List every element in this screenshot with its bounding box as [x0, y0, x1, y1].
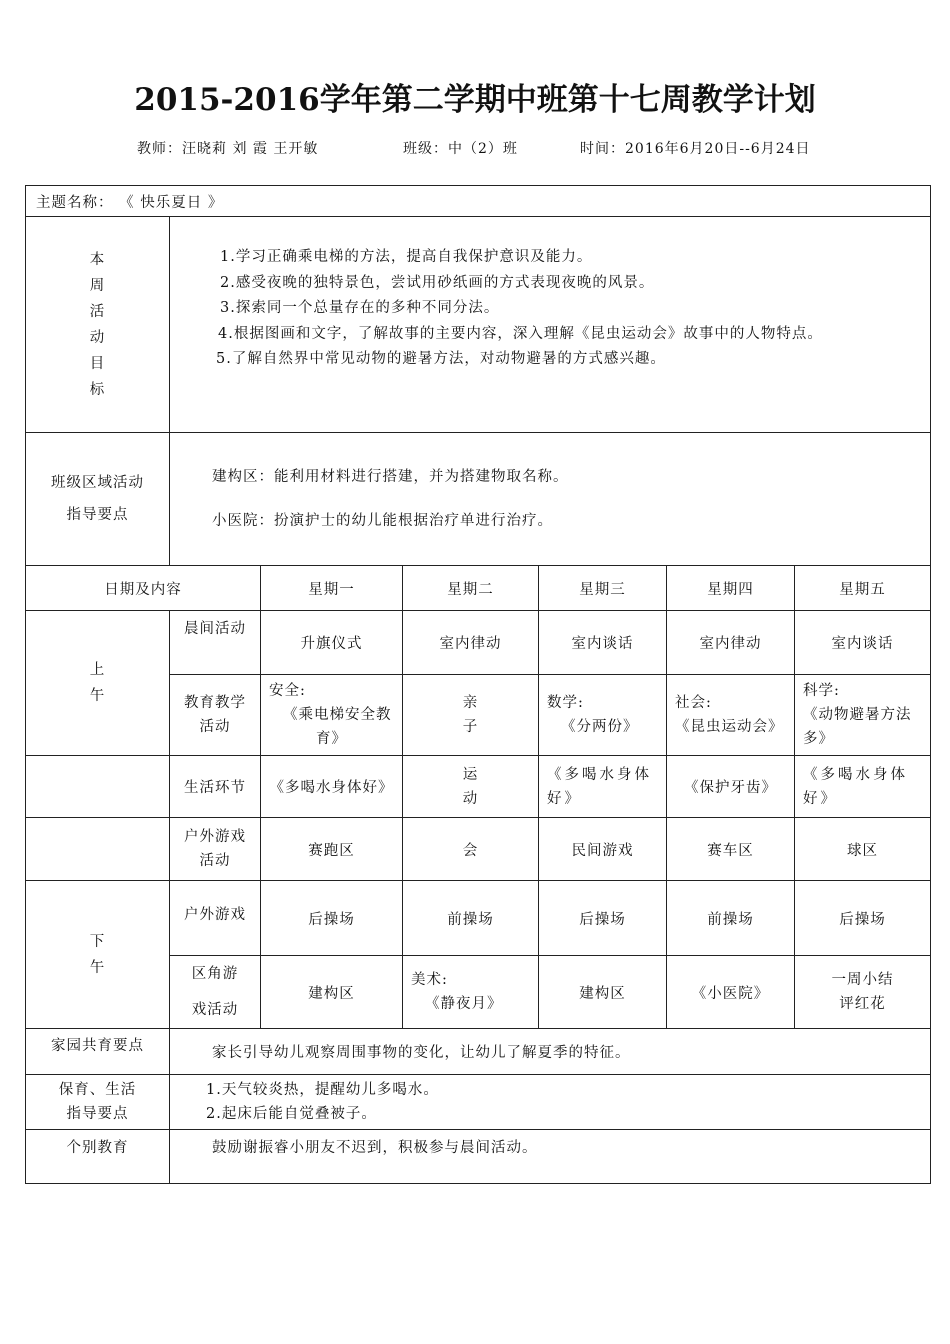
cell: 后操场	[539, 881, 667, 956]
outdoor-pm-row	[26, 881, 931, 956]
cell: 运 动	[403, 756, 539, 818]
cell: 会	[403, 818, 539, 881]
blank-cell	[26, 818, 170, 881]
individual-label: 个别教育	[26, 1130, 170, 1184]
life-row	[26, 756, 931, 818]
time-info: 时间：2016年6月20日--6月24日	[580, 141, 811, 157]
day-tuesday: 星期二	[403, 566, 539, 611]
cell: 球区	[795, 818, 931, 881]
life-label: 生活环节	[170, 756, 261, 818]
corner-label: 区角游 戏活动	[170, 956, 261, 1029]
home-label: 家园共育要点	[26, 1029, 170, 1075]
cell: 室内律动	[667, 611, 795, 675]
day-monday: 星期一	[261, 566, 403, 611]
cell: 科学: 《动物避暑方法 多》	[795, 675, 931, 756]
morning-activity-row	[26, 611, 931, 675]
goals-list	[170, 217, 931, 433]
class-info: 班级：中（2）班	[403, 141, 518, 157]
home-text: 家长引导幼儿观察周围事物的变化，让幼儿了解夏季的特征。	[170, 1029, 931, 1075]
care-row	[26, 1075, 931, 1130]
cell: 前操场	[403, 881, 539, 956]
home-row	[26, 1029, 931, 1075]
cell: 亲 子	[403, 675, 539, 756]
cell: 《小医院》	[667, 956, 795, 1029]
cell: 建构区	[539, 956, 667, 1029]
goal-item: 1.学习正确乘电梯的方法，提高自我保护意识及能力。	[220, 249, 593, 265]
cell: 一周小结 评红花	[795, 956, 931, 1029]
schedule-header-row	[26, 566, 931, 611]
individual-row	[26, 1130, 931, 1184]
cell: 《保护牙齿》	[667, 756, 795, 818]
cell: 社会: 《昆虫运动会》	[667, 675, 795, 756]
cell: 室内谈话	[539, 611, 667, 675]
individual-text: 鼓励谢振睿小朋友不迟到，积极参与晨间活动。	[170, 1130, 931, 1184]
day-thursday: 星期四	[667, 566, 795, 611]
outdoor-am-label: 户外游戏 活动	[170, 818, 261, 881]
outdoor-pm-label: 户外游戏	[170, 881, 261, 956]
cell: 建构区	[261, 956, 403, 1029]
theme-row	[26, 186, 931, 217]
day-wednesday: 星期三	[539, 566, 667, 611]
goal-item: 4.根据图画和文字，了解故事的主要内容，深入理解《昆虫运动会》故事中的人物特点。	[218, 325, 823, 342]
cell: 《多喝水身体 好》	[539, 756, 667, 818]
cell: 赛跑区	[261, 818, 403, 881]
cell: 赛车区	[667, 818, 795, 881]
page-title: 2015-2016学年第二学期中班第十七周教学计划	[134, 82, 816, 118]
outdoor-am-row	[26, 818, 931, 881]
goal-item: 3.探索同一个总量存在的多种不同分法。	[220, 300, 500, 316]
area-label: 班级区域活动 指导要点	[26, 433, 170, 566]
theme-name: 主题名称： 《 快乐夏日 》	[26, 186, 931, 217]
blank-cell	[26, 756, 170, 818]
cell: 后操场	[261, 881, 403, 956]
date-content-label: 日期及内容	[26, 566, 261, 611]
goals-row	[26, 217, 931, 433]
area-guidance: 建构区：能利用材料进行搭建，并为搭建物取名称。 小医院：扮演护士的幼儿能根据治疗单进行治疗。	[170, 433, 931, 566]
cell: 室内谈话	[795, 611, 931, 675]
cell: 数学: 《分两份》	[539, 675, 667, 756]
cell: 《多喝水身体好》	[261, 756, 403, 818]
cell: 安全: 《乘电梯安全教 育》	[261, 675, 403, 756]
area-row	[26, 433, 931, 566]
cell: 《多喝水身体 好》	[795, 756, 931, 818]
care-label: 保育、生活 指导要点	[26, 1075, 170, 1130]
day-friday: 星期五	[795, 566, 931, 611]
morning-activity-label: 晨间活动	[170, 611, 261, 675]
cell: 升旗仪式	[261, 611, 403, 675]
goal-item: 2.感受夜晚的独特景色，尝试用砂纸画的方式表现夜晚的风景。	[220, 274, 655, 291]
teacher-info: 教师：汪晓莉 刘 霞 王开敏	[137, 141, 319, 157]
care-text: 1.天气较炎热，提醒幼儿多喝水。 2.起床后能自觉叠被子。	[170, 1075, 931, 1130]
cell: 前操场	[667, 881, 795, 956]
goal-item: 5.了解自然界中常见动物的避暑方法，对动物避暑的方式感兴趣。	[216, 351, 666, 367]
cell: 民间游戏	[539, 818, 667, 881]
cell: 室内律动	[403, 611, 539, 675]
goals-label: 本 周 活 动 目 标	[26, 217, 170, 433]
education-label: 教育教学 活动	[170, 675, 261, 756]
cell: 后操场	[795, 881, 931, 956]
cell: 美术: 《静夜月》	[403, 956, 539, 1029]
pm-label: 下 午	[26, 881, 170, 1029]
plan-table	[25, 185, 931, 1184]
am-label: 上 午	[26, 611, 170, 756]
